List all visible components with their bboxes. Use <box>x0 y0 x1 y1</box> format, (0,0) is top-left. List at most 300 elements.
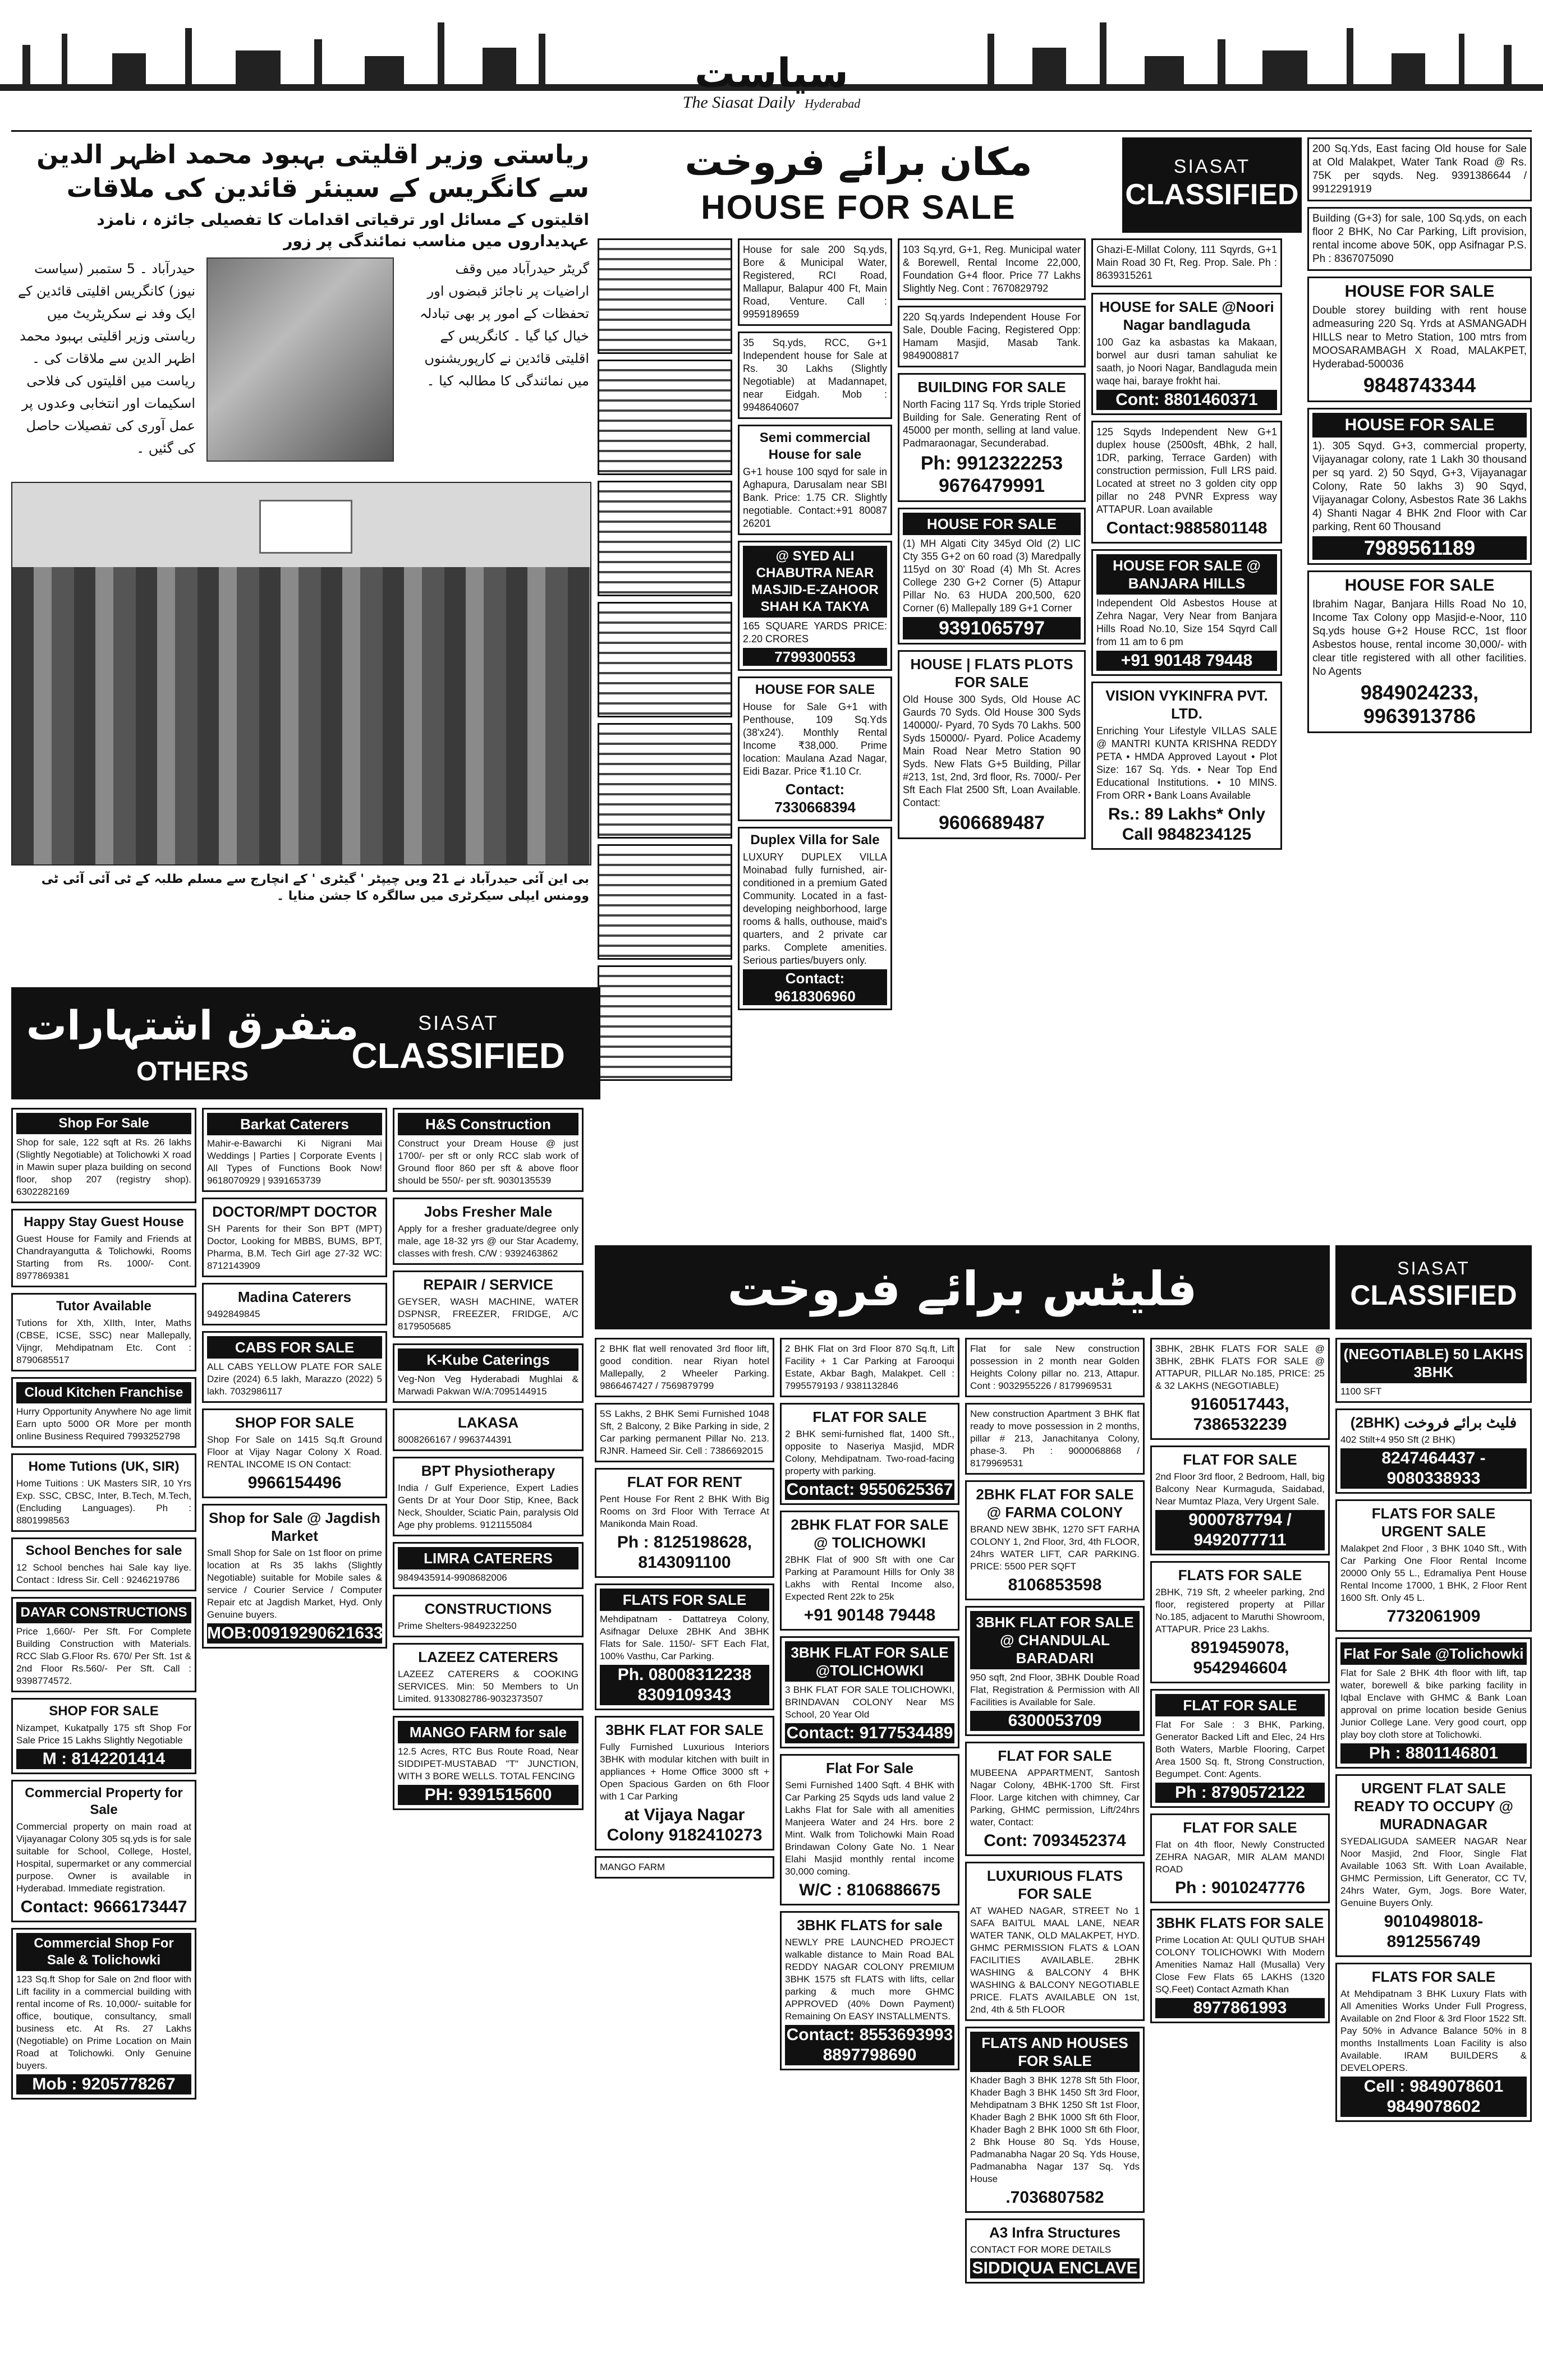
ad-title: 35 Sq.yds, RCC, G+1 Independent house for Sale at Rs. 30 Lakhs (Slightly Negotiable) at Madannapet, near Eidgah. Mob : 9948640607 <box>743 337 887 413</box>
ad-phone: Contact: 7330668394 <box>774 781 856 816</box>
ad-phone: Ph : 8790572122 <box>1155 1783 1325 1803</box>
ad-title: HOUSE FOR SALE <box>1344 282 1495 301</box>
ad-body: Veg-Non Veg Hyderabadi Mughlai & Marwadi Pakwan W/A:7095144915 <box>398 1374 578 1397</box>
ad-phone: Rs.: 89 Lakhs* Only Call 9848234125 <box>1108 805 1266 844</box>
house-banner-urdu: مکان برائے فروخت <box>685 140 1032 185</box>
flats-column-1 <box>595 1338 774 2376</box>
ad-title: REPAIR / SERVICE <box>423 1276 553 1293</box>
ad-body: Malakpet 2nd Floor , 3 BHK 1040 Sft., With Car Parking One Floor Rental Income 20000 Only 55 L., Edramaliya Pent House Rental Income 17000, 1 BHK, 2 Floor Rent 1600 Sft. Only 45 L. <box>1340 1543 1527 1603</box>
ad-phone: 7989561189 <box>1312 536 1527 560</box>
ad-body: 9849435914-9908682006 <box>398 1572 507 1583</box>
ad-phone: Contact: 9177534489 <box>785 1723 954 1743</box>
ad-body: Commercial property on main road at Vijayanagar Colony 305 sq.yds is for sale suitable for School, College, Hostel, Hospital, supermarket or any commercial purpose. Owner is available in Hyderabad. Immediate registration. <box>16 1821 191 1894</box>
ad-title: 200 Sq.Yds, East facing Old house for Sale at Old Malakpet, Water Tank Road @ Rs. 75K per sqyds. Neg. 9391386644 / 9912291919 <box>1312 143 1527 195</box>
ad-phone: 9849024233, 9963913786 <box>1360 681 1479 728</box>
classified-ad <box>898 373 1086 502</box>
ad-title: Barkat Caterers <box>207 1113 382 1135</box>
ad-title: H&S Construction <box>398 1113 578 1135</box>
ad-phone: Ph : 9010247776 <box>1175 1879 1305 1897</box>
ad-title: LAZEEZ CATERERS <box>418 1649 558 1665</box>
ad-phone: 9160517443, 7386532239 <box>1191 1395 1289 1434</box>
classified-ad <box>965 1480 1145 1600</box>
ad-title: LUXURIOUS FLATS FOR SALE <box>986 1867 1123 1902</box>
ad-title: 3BHK FLAT FOR SALE @TOLICHOWKI <box>785 1641 954 1682</box>
ad-body: AT WAHED NAGAR, STREET No 1 SAFA BAITUL MAAL LANE, NEAR WATER TANK, OLD MALAKPET, HYD. GHMC PERMISSION FLATS & LOAN FACILITIES AVAILABLE. 2BHK WASHING & BALCONY 4 BHK WASHING & BALCONY NEGOTIABLE PRICE. FLATS AVAILABLE ON 1st, 2nd, 4th & 5th FLOOR <box>970 1905 1140 2015</box>
ad-phone: 9010498018-8912556749 <box>1384 1912 1484 1951</box>
ad-title: 2BHK FLAT FOR SALE @ FARMA COLONY <box>976 1486 1134 1521</box>
ad-title: Home Tutions (UK, SIR) <box>28 1459 180 1474</box>
ad-title: FLATS FOR SALE URGENT SALE <box>1371 1505 1496 1540</box>
ad-body: LAZEEZ CATERERS & COOKING SERVICES. Min: 50 Members to Un Limited. 9133082786-9032373507 <box>398 1669 578 1704</box>
classified-ad <box>965 1606 1145 1736</box>
ad-title: K-Kube Caterings <box>398 1348 578 1371</box>
ad-phone: at Vijaya Nagar Colony 9182410273 <box>607 1806 763 1844</box>
ad-phone: Cont: 7093452374 <box>984 1831 1126 1850</box>
flats-column-2 <box>780 1338 959 2376</box>
ad-title: (NEGOTIABLE) 50 LAKHS 3BHK <box>1340 1343 1527 1383</box>
classified-ad <box>780 1338 959 1397</box>
classified-ad <box>595 1468 774 1578</box>
ad-title: FLAT FOR SALE <box>812 1408 927 1425</box>
ad-phone: 9606689487 <box>938 812 1045 834</box>
classified-ad <box>780 1636 959 1748</box>
house-ads-column-d <box>1307 137 1532 1091</box>
classified-ad <box>595 1583 774 1710</box>
ad-body: 1100 SFT <box>1340 1386 1382 1397</box>
ad-body: Prime Location At: QULI QUTUB SHAH COLONY TOLICHOWKI With Modern Amenities Namaz Hall (Musalla) Very Close Few Flats 65 LAKHS (1320 SQ.Feet) Contact Azmath Khan <box>1155 1935 1325 1995</box>
classified-ad <box>1307 137 1532 201</box>
others-brand-name-1: SIASAT <box>418 1011 499 1034</box>
ad-title: Cloud Kitchen Franchise <box>16 1382 191 1403</box>
ad-title: 3BHK FLATS for sale <box>797 1917 943 1934</box>
brand-name-2: CLASSIFIED <box>1125 178 1299 211</box>
flats-column-3 <box>965 1338 1145 2376</box>
ad-title: A3 Infra Structures <box>989 2224 1121 2241</box>
ad-phone: MOB:00919290621633 <box>207 1624 383 1642</box>
classified-ad <box>1335 1499 1532 1632</box>
ad-body: SYEDALIGUDA SAMEER NAGAR Near Noor Masjid, 2nd Floor, Single Flat Available 1063 Sft. With Loan Available, GHMC Permission, Lift Generator, CC TV, 24hrs Water, Gym, Jogs. Bore Water, Genuine Buyers Only. <box>1340 1836 1527 1908</box>
ad-phone: Contact: 9618306960 <box>743 969 887 1005</box>
urdu-classified-block <box>598 723 732 839</box>
ad-body: Flat For Sale : 3 BHK, Parking, Generator Backed Lift and Elec, 24 Hrs Both Waters, Marble Flooring, Carpet Area 1500 Sq. ft, Strong Construction, Begumpet. Cont: Agents. <box>1155 1719 1325 1779</box>
masthead-city: Hyderabad <box>805 96 861 111</box>
ad-body: Shop for sale, 122 sqft at Rs. 26 lakhs (Slightly Negotiable) at Tolichowki X road in Mawin super plaza building on second floor, shop 207 (registry shop). 6302282169 <box>16 1137 191 1197</box>
ad-body: 2BHK Flat of 900 Sft with one Car Parking at Paramount Hills for Only 38 Lakhs with Rental Income also, Expected Rent 22k to 25k <box>785 1554 954 1602</box>
ad-title: @ SYED ALI CHABUTRA NEAR MASJID-E-ZAHOOR SHAH KA TAKYA <box>743 546 887 618</box>
ad-title: HOUSE FOR SALE @ BANJARA HILLS <box>1096 554 1277 595</box>
ad-body: Semi Furnished 1400 Sqft. 4 BHK with Car Parking 25 Sqyds uds land value 2 Lakhs Flat for Sale with all amenities Manjeera Water and 24 Hrs. bore 2 Mint. Walk from Tolichowki Main Road Brindawan Colony Gate No. 1 Near Elahi Masjid monthly rental income 30,000 coming. <box>785 1780 954 1877</box>
ad-body: SH Parents for their Son BPT (MPT) Doctor, Looking for MBBS, BUMS, BPT, Pharma, B.M. Tech Girl age 27-32 WC: 8712143909 <box>207 1223 382 1271</box>
classified-ad <box>1150 1813 1330 1903</box>
classified-ad <box>595 1856 774 1879</box>
classified-ad <box>393 1595 584 1637</box>
ad-phone: Ph : 8801146801 <box>1340 1743 1527 1764</box>
classified-ad <box>898 650 1086 839</box>
ad-title: SHOP FOR SALE <box>49 1704 159 1719</box>
classified-ad <box>1150 1561 1330 1683</box>
ad-phone: 8919459078, 9542946604 <box>1191 1638 1289 1677</box>
ad-phone: Ph : 8125198628, 8143091100 <box>617 1533 752 1572</box>
classified-ad <box>1335 1408 1532 1494</box>
ad-title: HOUSE FOR SALE <box>755 682 875 697</box>
ad-title: CABS FOR SALE <box>207 1336 382 1359</box>
ad-body: (1) MH Algati City 345yd Old (2) LIC Cty 355 G+2 on 60 road (3) Maredpally 115yd on 30' Road (4) Mh St. Acres College 230 G+2 Corner (5) Attapur Pillar No. 63 HUDA 200,500, 620 Corner (6) Mallepally 189 G+1 Corner <box>903 538 1081 614</box>
classified-ad <box>898 306 1086 367</box>
news-photo-caption: بی این آئی حیدرآباد نے 21 ویں چیپٹر ' گیٹری ' کے انچارج سے مسلم طلبہ کے ٹی آئی آئی ٹی وومنس ایپلی سیکرٹری میں سالگرہ کا جشن منایا ۔ <box>41 872 589 903</box>
ad-title: School Benches for sale <box>25 1543 182 1558</box>
ad-phone: Contact: 9666173447 <box>20 1898 187 1916</box>
classified-ad <box>393 1408 584 1451</box>
ad-body: Ibrahim Nagar, Banjara Hills Road No 10, Income Tax Colony opp Masjid-e-Noor, 110 Sq.yds house G+2 House RCC, 1st floor Asbestos house, rental income 30,000/- with clear title registered with all other facilities. No Agents <box>1312 599 1527 678</box>
classified-ad <box>965 1742 1145 1856</box>
classified-ad <box>738 676 892 821</box>
ad-phone: 8106853598 <box>1008 1576 1102 1594</box>
ad-title: Shop for Sale @ Jagdish Market <box>209 1509 380 1544</box>
classified-ad <box>595 1716 774 1850</box>
ad-body: At Mehdipatnam 3 BHK Luxury Flats with All Amenities Works Under Full Progress, Available on 2nd Floor & 3rd Floor 1522 Sft. Pay 50% in Advance Balance 50% in 8 months Installments Loan Facility is also Available. IRAM BUILDERS & DEVELOPERS. <box>1340 1988 1527 2073</box>
ad-body: Shop For Sale on 1415 Sq.ft Ground Floor at Vijay Nagar Colony X Road. RENTAL INCOME IS ON Contact: <box>207 1434 382 1470</box>
classified-ad <box>965 1403 1145 1475</box>
classified-ad <box>1335 1637 1532 1769</box>
classified-ad <box>965 1862 1145 2021</box>
ad-title: 125 Sqyds Independent New G+1 duplex house (2500sft, 4Bhk, 2 hall, 1DR, parking, Terrace Garden) with construction permission, Full LRS paid. Located at street no 3 golden city opp pillar no 248 PVNR Express way ATTAPUR. Loan available <box>1096 426 1277 515</box>
ad-body: Enriching Your Lifestyle VILLAS SALE @ MANTRI KUNTA KRISHNA REDDY PETA • HMDA Approved Layout • Plot Size: 167 Sq. Yds. • Near Top End Educational Institutions. • 10 MINS. From ORR • Bank Loans Available <box>1096 725 1277 801</box>
ad-phone: SIDDIQUA ENCLAVE <box>970 2258 1140 2278</box>
ad-title: HOUSE FOR SALE <box>1312 413 1527 438</box>
ad-body: 2nd Floor 3rd floor, 2 Bedroom, Hall, big Balcony Near Kurmaguda, Saidabad, Near Mumtaz Plaza, Very Urgent Sale. <box>1155 1471 1325 1507</box>
ad-title: BPT Physiotherapy <box>421 1462 555 1479</box>
classified-ad <box>11 1537 196 1591</box>
others-brand-name-2: CLASSIFIED <box>351 1035 565 1076</box>
ad-title: 5S Lakhs, 2 BHK Semi Furnished 1048 Sft, 2 Balcony, 2 Bike Parking in side, 2 Car parking permanent Pillar No. 213. RJNR. Hameed Sir. Cell : 7386692015 <box>600 1408 769 1456</box>
ad-phone: Contact: 9550625367 <box>785 1480 954 1500</box>
ad-title: SHOP FOR SALE <box>235 1414 354 1431</box>
ad-body: Double storey building with rent house admeasuring 220 Sq. Yrds at ASMANGADH HILLS near to Metro Station, 100 mtrs from MOOSARAMBAGH X Road, MALAKPET, Hyderabad-500036 <box>1312 305 1527 370</box>
ad-title: 2 BHK flat well renovated 3rd floor lift, good condition. near Riyan hotel Mallepally, 2 Wheeler Parking. 9866467427 / 7569879799 <box>600 1343 769 1391</box>
ad-title: Duplex Villa for Sale <box>750 832 880 848</box>
ad-body: Nizampet, Kukatpally 175 sft Shop For Sale Price 15 Lakhs Slightly Negotiable <box>16 1723 191 1746</box>
classified-ad <box>393 1716 584 1810</box>
ad-body: 3 BHK FLAT FOR SALE TOLICHOWKI, BRINDAVAN COLONY Near MS School, 20 Year Old <box>785 1684 954 1720</box>
urdu-classified-block <box>598 602 732 717</box>
classified-ad <box>1335 1963 1532 2122</box>
ad-title: Jobs Fresher Male <box>424 1203 553 1220</box>
ad-phone: W/C : 8106886675 <box>799 1881 940 1899</box>
ad-title: (2BHK) فلیٹ برائے فروخت <box>1350 1414 1517 1431</box>
ad-body: BRAND NEW 3BHK, 1270 SFT FARHA COLONY 1, 2nd Floor, 3rd, 4th FLOOR, 24hrs WATER LIFT, CAR PARKING. PRICE: 5500 PER SQFT <box>970 1524 1140 1572</box>
house-ads-column-b <box>898 238 1086 1091</box>
ad-phone: Contact:9885801148 <box>1106 519 1268 537</box>
ad-title: HOUSE for SALE @Noori Nagar bandlaguda <box>1099 298 1274 333</box>
ad-title: FLAT FOR SALE <box>1183 1819 1297 1836</box>
ad-title: DOCTOR/MPT DOCTOR <box>212 1203 377 1220</box>
classified-ad <box>780 1403 959 1505</box>
house-for-sale-banner <box>598 137 1119 233</box>
classified-ad <box>965 2027 1145 2213</box>
ad-body: Home Tuitions : UK Masters SIR, 10 Yrs Exp. SSC, CBSC, Inter, B.Tech, M.Tech, (Encluding Languages). Ph : 8801998563 <box>16 1478 191 1526</box>
urdu-classified-block <box>598 965 732 1081</box>
flats-for-sale-banner <box>595 1245 1330 1329</box>
ad-title: HOUSE FOR SALE <box>903 513 1081 535</box>
ad-title: Ghazi-E-Millat Colony, 111 Sqyrds, G+1 Main Road 30 Ft, Reg. Prop. Sale. Ph : 8639315261 <box>1096 244 1277 281</box>
ad-title: House for sale 200 Sq.yds, Bore & Municipal Water, Registered, RCI Road, Mallapur, Balapur 400 Ft, Main Road, Venture. Call : 9959189659 <box>743 244 887 320</box>
others-ads-left <box>11 1108 196 2376</box>
masthead-rule <box>11 130 1532 132</box>
ad-body: Flat for Sale 2 BHK 4th floor with lift, tap water, borewell & bike parking facility in Iqbal Enclave with GHMC & Bank Loan approval on prime location beside Genius Junior College Lane. Very good court, opp play boy cloth store at Tolichowki. <box>1340 1668 1527 1740</box>
ad-body: Mehdipatnam - Dattatreya Colony, Asifnagar Deluxe 2BHK And 3BHK Flats for Sale. 1150/- SFT Each Flat, 100% Vasthu, Car Parking. <box>600 1614 769 1661</box>
ad-body: MUBEENA APPARTMENT, Santosh Nagar Colony, 4BHK-1700 Sft. First Floor. Large kitchen with chimney, Car Parking, GHMC permission, Lift/24hrs water, Contact: <box>970 1767 1140 1827</box>
flats-brand-name-1: SIASAT <box>1397 1258 1470 1278</box>
classified-ad <box>393 1542 584 1589</box>
ad-body: Construct your Dream House @ just 1700/- per sft or only RCC slab work of Ground floor 860 per sft & above floor should be 550/- per sft. 9030135539 <box>398 1138 578 1186</box>
ad-title: Flat For Sale @Tolichowki <box>1340 1642 1527 1665</box>
ad-phone: Cell : 9849078601 9849078602 <box>1340 2077 1527 2117</box>
ad-body: Apply for a fresher graduate/degree only male, age 18-32 yrs @ our Star Academy, classes with fresh. C/W : 9392463862 <box>398 1223 578 1259</box>
classified-ad <box>1307 207 1532 271</box>
ad-body: NEWLY PRE LAUNCHED PROJECT walkable distance to Main Road BAL REDDY NAGAR COLONY PREMIUM 3BHK 1575 sft FLATS with lifts, cellar parking & much more GHMC APPROVED (40% Down Payment) Remaining On EASY INSTALLMENTS. <box>785 1937 954 2022</box>
ad-phone: 9000787794 / 9492077711 <box>1155 1510 1325 1550</box>
classified-ad <box>11 1698 196 1774</box>
ad-title: 3BHK, 2BHK FLATS FOR SALE @ 3BHK, 2BHK FLATS FOR SALE @ ATTAPUR, PILLAR No.185, PRICE: 25 & 32 LAKHS (NEGOTIABLE) <box>1155 1343 1325 1391</box>
classified-ad <box>11 1108 196 1203</box>
news-photo-1 <box>206 257 394 462</box>
classified-ad <box>1335 1338 1532 1403</box>
ad-phone: Mob : 9205778267 <box>16 2074 191 2094</box>
ad-body: Guest House for Family and Friends at Chandrayangutta & Tolichowki, Rooms Starting from Rs. 1000/- Cont. 8977869381 <box>16 1233 191 1281</box>
house-ads-column-a <box>598 238 732 1091</box>
classified-ad <box>202 1331 387 1403</box>
classified-ad <box>202 1408 387 1498</box>
classified-ad <box>11 1928 196 2100</box>
ad-phone: M : 8142201414 <box>16 1749 191 1769</box>
ad-body: House for Sale G+1 with Penthouse, 109 Sq.Yds (38'x24'). Monthly Rental Income ₹38,000. Prime location: Maulana Azad Nagar, Eidi Bazar. Price ₹1.10 Cr. <box>743 701 887 777</box>
ad-body: 12 School benches hai Sale kay liye. Contact : Idress Sir. Cell : 9246219786 <box>16 1562 191 1585</box>
others-banner <box>11 987 600 1099</box>
classified-ad <box>738 332 892 419</box>
news-body-2: گریٹر حیدرآباد میں وقف اراضیات پر ناجائز قبضوں اور تحفظات کے امور پر بھی تبادلہ خیال کیا گیا ۔ کانگریس کے اقلیتی قائدین نے کارپوریشنوں میں نمائندگی کا مطالبہ کیا ۔ <box>419 261 589 389</box>
classified-ad <box>202 1198 387 1277</box>
classified-ad <box>1150 1909 1330 2023</box>
ad-title: DAYAR CONSTRUCTIONS <box>16 1602 191 1623</box>
classified-ad <box>393 1198 584 1265</box>
classified-ad <box>11 1293 196 1371</box>
ad-title: CONSTRUCTIONS <box>424 1600 552 1617</box>
ad-phone: +91 90148 79448 <box>1096 651 1277 671</box>
ad-title: 3BHK FLAT FOR SALE <box>605 1721 764 1738</box>
ad-title: HOUSE FOR SALE <box>1344 576 1495 595</box>
flats-banner-urdu: فلیٹس برائے فروخت <box>727 1262 1197 1316</box>
classified-ad <box>1091 421 1282 544</box>
ad-phone: 9966154496 <box>247 1474 342 1492</box>
ad-title: LAKASA <box>457 1414 519 1431</box>
ad-title: Tutor Available <box>56 1299 151 1314</box>
others-ads-middle <box>202 1108 387 2376</box>
others-banner-urdu: متفرق اشتہارات <box>26 1002 359 1049</box>
ad-body: 123 Sq.ft Shop for Sale on 2nd floor with Lift facility in a commercial building with rental income of Rs. 10,000/- suitable for office, boutique, consultancy, small business etc. At Rs. 27 Lakhs (Negotiable) on Prime Location on Main Road at Tolichowki. Only Genuine buyers. <box>16 1974 191 2071</box>
masthead <box>603 50 940 112</box>
ad-title: 3BHK FLAT FOR SALE @ CHANDULAL BARADARI <box>970 1611 1140 1669</box>
news-body-1: حیدرآباد ۔ 5 ستمبر (سیاست نیوز) کانگریس اقلیتی قائدین کے ایک وفد نے سکریٹریٹ میں ریاستی وزیر اقلیتی بہبود محمد اظہر الدین سے ملاقات کی ۔ ریاست میں اقلیتوں کی فلاحی اسکیمات اور انتخابی وعدوں پر عمل آوری کی تفصیلات حاصل کی گئیں ۔ <box>17 261 195 456</box>
urdu-classified-block <box>598 238 732 354</box>
ad-phone: .7036807582 <box>1005 2188 1104 2207</box>
ad-phone: 7732061909 <box>1386 1607 1481 1626</box>
classified-ad <box>393 1643 584 1710</box>
flats-column-4 <box>1150 1338 1330 2376</box>
flats-brand-name-2: CLASSIFIED <box>1350 1279 1517 1311</box>
house-ads-column-a2 <box>738 238 892 1091</box>
classified-ad <box>1091 682 1282 850</box>
ad-phone: 9391065797 <box>903 617 1081 639</box>
news-photo-2 <box>11 482 591 866</box>
ad-body: GEYSER, WASH MACHINE, WATER DSPNSR, FREEZER, FRIDGE, A/C 8179505685 <box>398 1296 578 1332</box>
house-ads-column-c <box>1091 238 1282 1091</box>
ad-body: 402 Stilt+4 950 Sft (2 BHK) <box>1340 1434 1455 1445</box>
ad-body: Khader Bagh 3 BHK 1278 Sft 5th Floor, Khader Bagh 3 BHK 1450 Sft 3rd Floor, Mehdipatnam 3 BHK 1250 Sft 1st Floor, Khader Bagh 2 BHK 1000 Sft 6th Floor, Khader Bagh 2 BHK 1000 Sft 6th Floor, 2 Bhk House 80 Sq. Yds House, Padmanabha Nagar 20 Sq. Yds House, Padmanabha Nagar 137 Sq. Yds House <box>970 2075 1140 2184</box>
ad-body: North Facing 117 Sq. Yrds triple Storied Building for Sale. Generating Rent of 45000 per month, selling at land value. Padmaraonagar, Secunderabad. <box>903 399 1081 449</box>
classified-ad <box>595 1403 774 1462</box>
classified-ad <box>202 1504 387 1649</box>
ad-body: 12.5 Acres, RTC Bus Route Road, Near SIDDIPET-MUSTABAD "T" JUNCTION, WITH 3 BORE WELLS. TOTAL FENCING <box>398 1746 578 1781</box>
ad-title: Happy Stay Guest House <box>24 1214 184 1230</box>
ad-body: 8008266167 / 9963744391 <box>398 1434 512 1445</box>
news-article <box>11 137 589 979</box>
ad-title: URGENT FLAT SALE READY TO OCCUPY @ MURADNAGAR <box>1354 1780 1513 1833</box>
ad-title: 220 Sq.yards Independent House For Sale, Double Facing, Registered Opp: Hamam Masjid, Masab Tank. 9849008817 <box>903 311 1081 361</box>
ad-phone: Cont: 8801460371 <box>1096 390 1277 410</box>
urdu-classified-block <box>598 360 732 475</box>
ad-body: 1). 305 Sqyd. G+3, commercial property, Vijayanagar colony, rate 1 Lakh 30 thousand per sq yard. 2) 50 Sqyd, G+3, Vijayanagar Colony, Rate 50 lakhs 3) 90 Sqyd, Vijayanagar Colony, Asbestos Rate 36 Lakhs 4) Shanti Nagar 4 BHK 2nd Floor with Car parking, Rent 60 Thousand <box>1312 440 1527 533</box>
ad-body: 165 SQUARE YARDS PRICE: 2.20 CRORES <box>743 620 887 645</box>
ad-title: New construction Apartment 3 BHK flat ready to move possession in 2 months, pillar # 213, Janachitanya Colony, phase-3. Ph : 9000068868 / 8179969531 <box>970 1408 1140 1468</box>
classified-ad <box>1091 549 1282 676</box>
ad-title: MANGO FARM for sale <box>398 1721 578 1743</box>
ad-phone: +91 90148 79448 <box>803 1606 936 1624</box>
ad-title: FLATS FOR SALE <box>600 1589 769 1611</box>
classified-ad <box>1150 1689 1330 1808</box>
classified-ad <box>393 1457 584 1536</box>
classified-ad <box>11 1377 196 1448</box>
urdu-classified-block <box>598 481 732 596</box>
masthead-urdu: سیاست <box>694 49 849 96</box>
ad-body: Fully Furnished Luxurious Interiors 3BHK with modular kitchen with built in appliances + Home Office 3000 sft + Open Spacious Garden on 6th Floor with 1 Car Parking <box>600 1742 769 1802</box>
classified-ad <box>898 508 1086 645</box>
ad-title: 2BHK FLAT FOR SALE @ TOLICHOWKI <box>791 1516 949 1551</box>
ad-title: Madina Caterers <box>237 1288 352 1305</box>
classified-ad <box>965 2218 1145 2284</box>
ad-title: 103 Sq.yrd, G+1, Reg. Municipal water & Borewell, Rental Income 22,000, Foundation G+4 floor. Price 77 Lakhs Slightly Neg. Cont : 7670829792 <box>903 244 1081 294</box>
ad-body: Flat on 4th floor, Newly Constructed ZEHRA NAGAR, MIR ALAM MANDI ROAD <box>1155 1839 1325 1875</box>
classified-ad <box>1307 570 1532 733</box>
classified-ad <box>780 1754 959 1905</box>
ad-title: Building (G+3) for sale, 100 Sq.yds, on each floor 2 BHK, No Car Parking, Lift provision, rental income above 50K, opp Asifnagar P.S. Ph : 8367075090 <box>1312 213 1527 265</box>
ad-title: FLAT FOR SALE <box>1183 1451 1297 1468</box>
ad-phone: Ph. 08008312238 8309109343 <box>600 1665 769 1705</box>
ad-title: FLAT FOR RENT <box>627 1474 742 1490</box>
classified-ad <box>1307 408 1532 565</box>
ad-title: HOUSE | FLATS PLOTS FOR SALE <box>910 656 1073 690</box>
ad-phone: 7799300553 <box>743 648 887 666</box>
classified-ad <box>595 1338 774 1397</box>
ad-body: 950 sqft, 2nd Floor, 3BHK Double Road Flat, Registration & Permission with All Facilities is Available for Sale. <box>970 1672 1140 1707</box>
others-ads-right <box>393 1108 584 2376</box>
ad-title: Shop For Sale <box>16 1113 191 1134</box>
classified-ad <box>738 827 892 1010</box>
ad-phone: PH: 9391515600 <box>398 1785 578 1805</box>
ad-body: Hurry Opportunity Anywhere No age limit Earn upto 5000 OR More per month online Business Required 7993252798 <box>16 1406 191 1442</box>
news-headline: ریاستی وزیر اقلیتی بہبود محمد اظہر الدین سے کانگریس کے سینئر قائدین کی ملاقات <box>36 139 589 203</box>
ad-body: Independent Old Asbestos House at Zehra Nagar, Very Near from Banjara Hills Road No.10, Size 154 Sqyrd Call from 11 am to 6 pm <box>1096 597 1277 647</box>
classified-ad <box>738 238 892 326</box>
ad-body: CONTACT FOR MORE DETAILS <box>970 2244 1112 2255</box>
ad-phone: 6300053709 <box>970 1711 1140 1731</box>
ad-body: Price 1,660/- Per Sft. For Complete Building Construction with Materials. RCC Slab G.Floor Rs. 670/ Per Sft. 1st & 2nd Floor Rs.560/- Per Sft. Call : 9398774572. <box>16 1626 191 1686</box>
classified-ad <box>11 1209 196 1287</box>
ad-title: MANGO FARM <box>600 1862 665 1872</box>
ad-phone: Contact: 8553693993 8897798690 <box>785 2025 954 2065</box>
classified-ad <box>1091 238 1282 287</box>
classified-ad <box>11 1453 196 1532</box>
flats-column-5 <box>1335 1338 1532 2376</box>
ad-title: BUILDING FOR SALE <box>917 379 1066 395</box>
ad-title: Commercial Property for Sale <box>25 1785 183 1817</box>
classified-ad <box>1307 277 1532 402</box>
ad-body: LUXURY DUPLEX VILLA Moinabad fully furnished, air-conditioned in a premium Gated Community. Located in a fast-developing neighborhood, large rooms & halls, outhouse, maid's quarters, and 2 private car parks. Complete amenities. Serious parties/buyers only. <box>743 851 887 966</box>
ad-title: Flat For Sale <box>825 1760 914 1776</box>
ad-title: 2 BHK Flat on 3rd Floor 870 Sq.ft, Lift Facility + 1 Car Parking at Farooqui Estate, Akbar Bagh, Malakpet. Cell : 7995579193 / 9381132846 <box>785 1343 954 1391</box>
classified-ad <box>780 1511 959 1631</box>
ad-title: FLATS AND HOUSES FOR SALE <box>970 2032 1140 2072</box>
ad-body: 9492849845 <box>207 1309 260 1319</box>
ad-body: 2BHK, 719 Sft, 2 wheeler parking, 2nd floor, registered property at Pillar No.185, adjacent to Maruthi Showroom, ATTAPUR. Price 23 Lakhs. <box>1155 1587 1325 1635</box>
ad-body: India / Gulf Experience, Expert Ladies Gents Dr at Your Door Stip, Knee, Back Neck, Shoulder, Sciatic Pain, paralysis Old Age phy problems. 9121155084 <box>398 1483 578 1530</box>
ad-body: ALL CABS YELLOW PLATE FOR SALE Dzire (2024) 6.5 lakh, Marazzo (2022) 5 lakh. 7032986117 <box>207 1361 382 1397</box>
classified-ad <box>202 1108 387 1192</box>
ad-title: VISION VYKINFRA PVT. LTD. <box>1105 687 1268 722</box>
classified-ad <box>393 1343 584 1403</box>
ad-title: FLATS FOR SALE <box>1178 1567 1302 1583</box>
classified-ad <box>11 1597 196 1692</box>
classified-ad <box>393 1270 584 1338</box>
flats-brand-logo <box>1335 1245 1532 1329</box>
ad-title: FLAT FOR SALE <box>998 1747 1112 1764</box>
classified-ad <box>738 541 892 671</box>
ad-phone: 8247464437 - 9080338933 <box>1340 1448 1527 1489</box>
ad-title: LIMRA CATERERS <box>398 1547 578 1569</box>
urdu-classified-block <box>598 844 732 960</box>
ad-body: G+1 house 100 sqyd for sale in Aghapura, Darusalam near SBI Bank. Price: 1.75 CR. Slightly negotiable. Contact:+91 80087 26201 <box>743 466 887 529</box>
classified-ad <box>1150 1446 1330 1555</box>
ad-body: 100 Gaz ka asbastas ka Makaan, borwel aur dusri taman sahuliat ke saath, jo Noori Nagar, Bandlaguda mein waqe hai, baraye frokht hai. <box>1096 337 1277 386</box>
classified-ad <box>202 1283 387 1325</box>
ad-phone: 8977861993 <box>1155 1998 1325 2018</box>
classified-ad <box>780 1911 959 2070</box>
ad-title: 3BHK FLATS FOR SALE <box>1156 1914 1324 1931</box>
ad-body: Small Shop for Sale on 1st floor on prime location at Rs 35 lakhs (Slightly Negotiable) suitable for Mobile sales & service / Courier Service / Computer Repair etc at Jagdish Market, Hyd. Only Genuine buyers. <box>207 1548 382 1620</box>
brand-name-1: SIASAT <box>1173 156 1251 177</box>
siasat-classified-logo <box>1122 137 1302 233</box>
masthead-english: The Siasat Daily <box>682 93 795 112</box>
house-banner-english: HOUSE FOR SALE <box>701 188 1016 226</box>
classified-ad <box>11 1780 196 1922</box>
ad-title: Semi commercial House for sale <box>759 430 871 462</box>
ad-title: Commercial Shop For Sale & Tolichowki <box>16 1933 191 1971</box>
classified-ad <box>1091 293 1282 415</box>
classified-ad <box>1150 1338 1330 1440</box>
ad-body: Prime Shelters-9849232250 <box>398 1621 517 1631</box>
news-subheadline: اقلیتوں کے مسائل اور ترقیاتی اقدامات کا تفصیلی جائزہ ، نامزد عہدیداروں میں مناسب نمائندگی پر زور <box>97 210 589 250</box>
ad-body: Old House 300 Syds, Old House AC Gaurds 70 Syds. Old House 300 Syds 140000/- Pyard, 70 Syds 70 Lakhs. 500 Syds 150000/- Pyard. Police Academy Main Road Near Metro Station 90 Syds. New Flats G+5 Building, Pillar #213, 1st, 2nd, 3rd floor, Rs. 7000/- Per Sft Each Flat 2500 Sft, Loan Available. Contact: <box>903 694 1081 808</box>
classified-ad <box>738 425 892 535</box>
